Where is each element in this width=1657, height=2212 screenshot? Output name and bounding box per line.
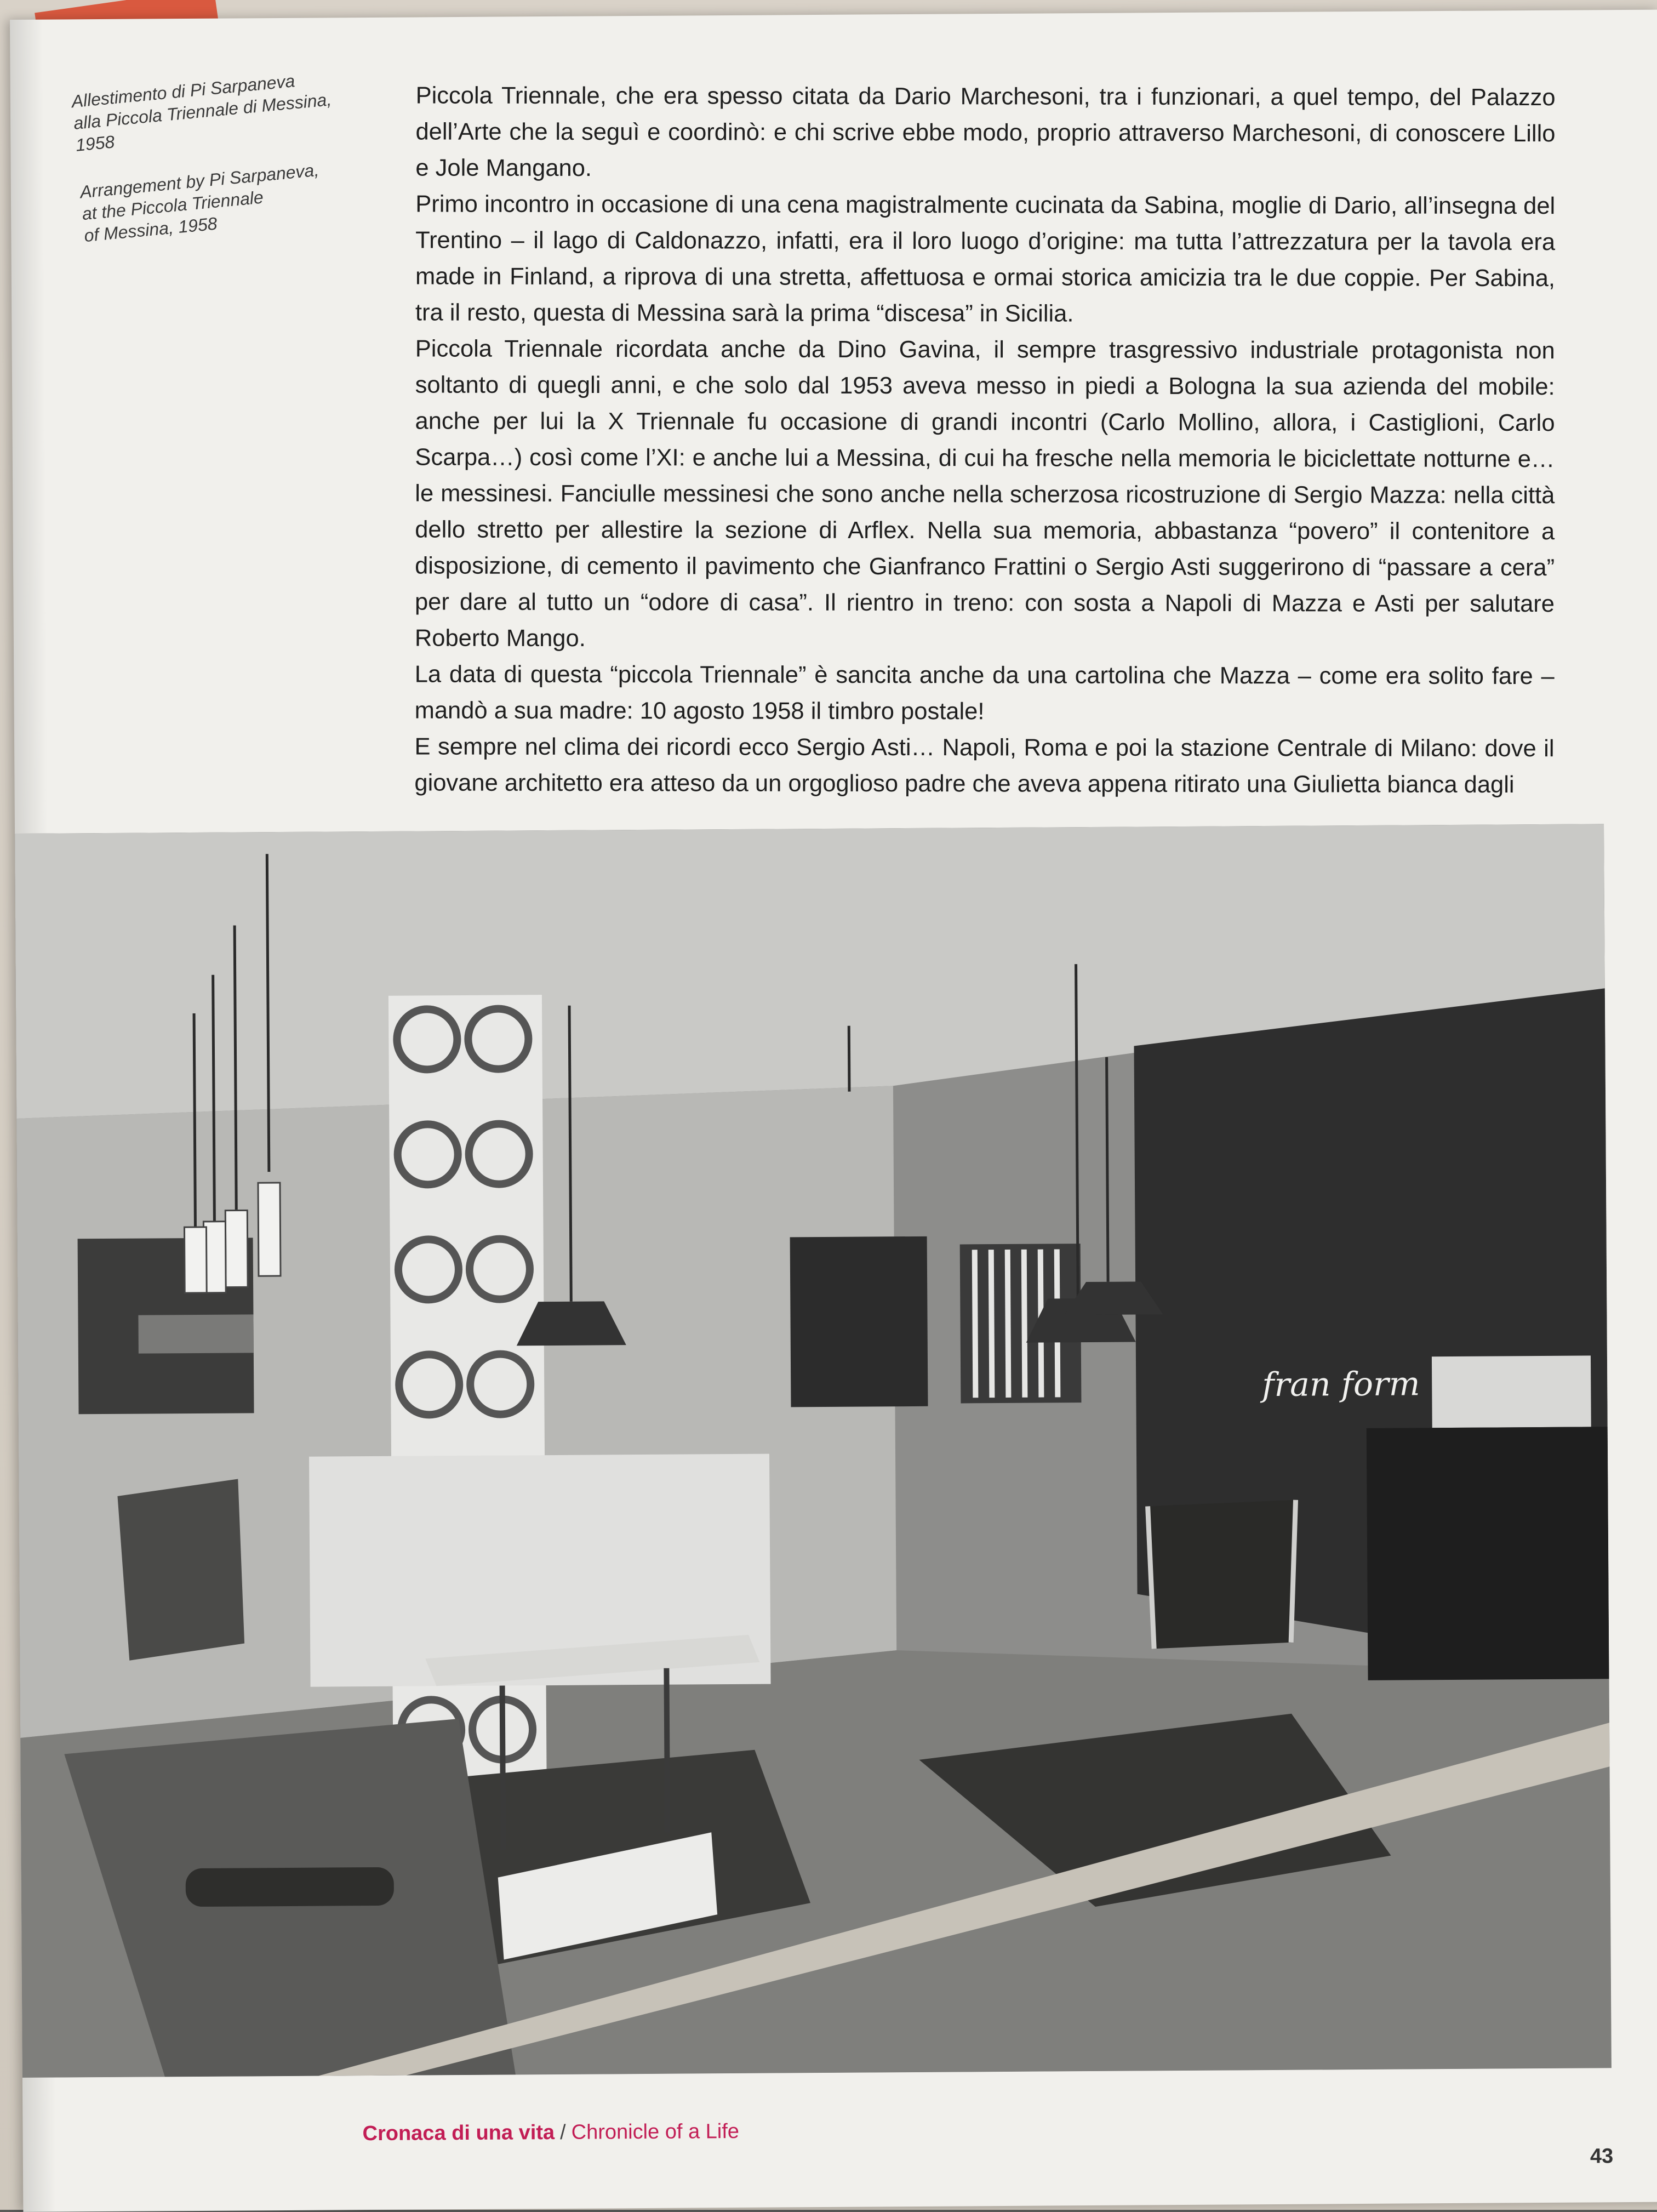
section-title <box>362 2120 739 2146</box>
section-title-italian: Cronaca di una vita <box>362 2120 555 2146</box>
section-title-english: Chronicle of a Life <box>571 2119 740 2144</box>
section-title-separator: / <box>559 2120 566 2144</box>
page-number: 43 <box>1590 2145 1614 2168</box>
shop-sign-text: fran form <box>1262 1365 1420 1405</box>
article-paragraph: Piccola Triennale ricordata anche da Dino Gavina, il sempre trasgressivo industriale protagonista non soltanto di quegli anni, e che solo dal 1953 aveva messo in piedi a Bologna la sua azienda del mobile: anche per lui la X Triennale fu occasione di grandi incontri (Carlo Mollino, allora, i Castiglioni, Carlo Scarpa…) così come l’XI: e anche lui a Messina, di cui ha fresche nella memoria le biciclettate notturne e… le messinesi. Fanciulle messinesi che sono anche nella scherzosa ricostruzione di Sergio Mazza: nella città dello stretto per allestire la sezione di Arflex. Nella sua memoria, abbastanza “povero” il contenitore a disposizione, di cemento il pavimento che Gianfranco Frattini o Sergio Asti suggerirono di “passare a cera” per dare al tutto un “odore di casa”. Il rientro in treno: con sosta a Napoli di Mazza e Asti per salutare Roberto Mango. <box>414 335 1555 652</box>
article-paragraph: Primo incontro in occasione di una cena magistralmente cucinata da Sabina, moglie di Dario, all’insegna del Trentino – il lago di Caldonazzo, infatti, era il loro luogo d’origine: ma tutta l’attrezzatura per la tavola era made in Finland, a riprova di una stretta, affettuosa e ormai storica amicizia tra le due coppie. Per Sabina, tra il resto, questa di Messina sarà la prima “discesa” in Sicilia. <box>415 191 1556 327</box>
magazine-page <box>10 10 1657 2212</box>
exhibition-photo <box>15 824 1612 2078</box>
photo-caption <box>71 62 393 272</box>
caption-italian: Allestimento di Pi Sarpaneva alla Piccola Triennale di Messina, 1958 <box>70 71 333 155</box>
article-paragraph: La data di questa “piccola Triennale” è sancita anche da una cartolina che Mazza – come era solito fare – mandò a sua madre: 10 agosto 1958 il timbro postale! <box>414 661 1555 725</box>
article-paragraph: Piccola Triennale, che era spesso citata da Dario Marchesoni, tra i funzionari, a quel tempo, del Palazzo dell’Arte che la seguì e coordinò: e chi scrive ebbe modo, proprio attraverso Marchesoni, di conoscere Lillo e Jole Mangano. <box>415 82 1556 182</box>
article-body <box>414 77 1555 803</box>
caption-english: Arrangement by Pi Sarpaneva, at the Piccola Triennale of Messina, 1958 <box>79 159 320 246</box>
article-paragraph: E sempre nel clima dei ricordi ecco Sergio Asti… Napoli, Roma e poi la stazione Centrale di Milano: dove il giovane architetto era atteso da un orgoglioso padre che aveva appena ritirato una Giulietta bianca dagli <box>414 733 1555 798</box>
